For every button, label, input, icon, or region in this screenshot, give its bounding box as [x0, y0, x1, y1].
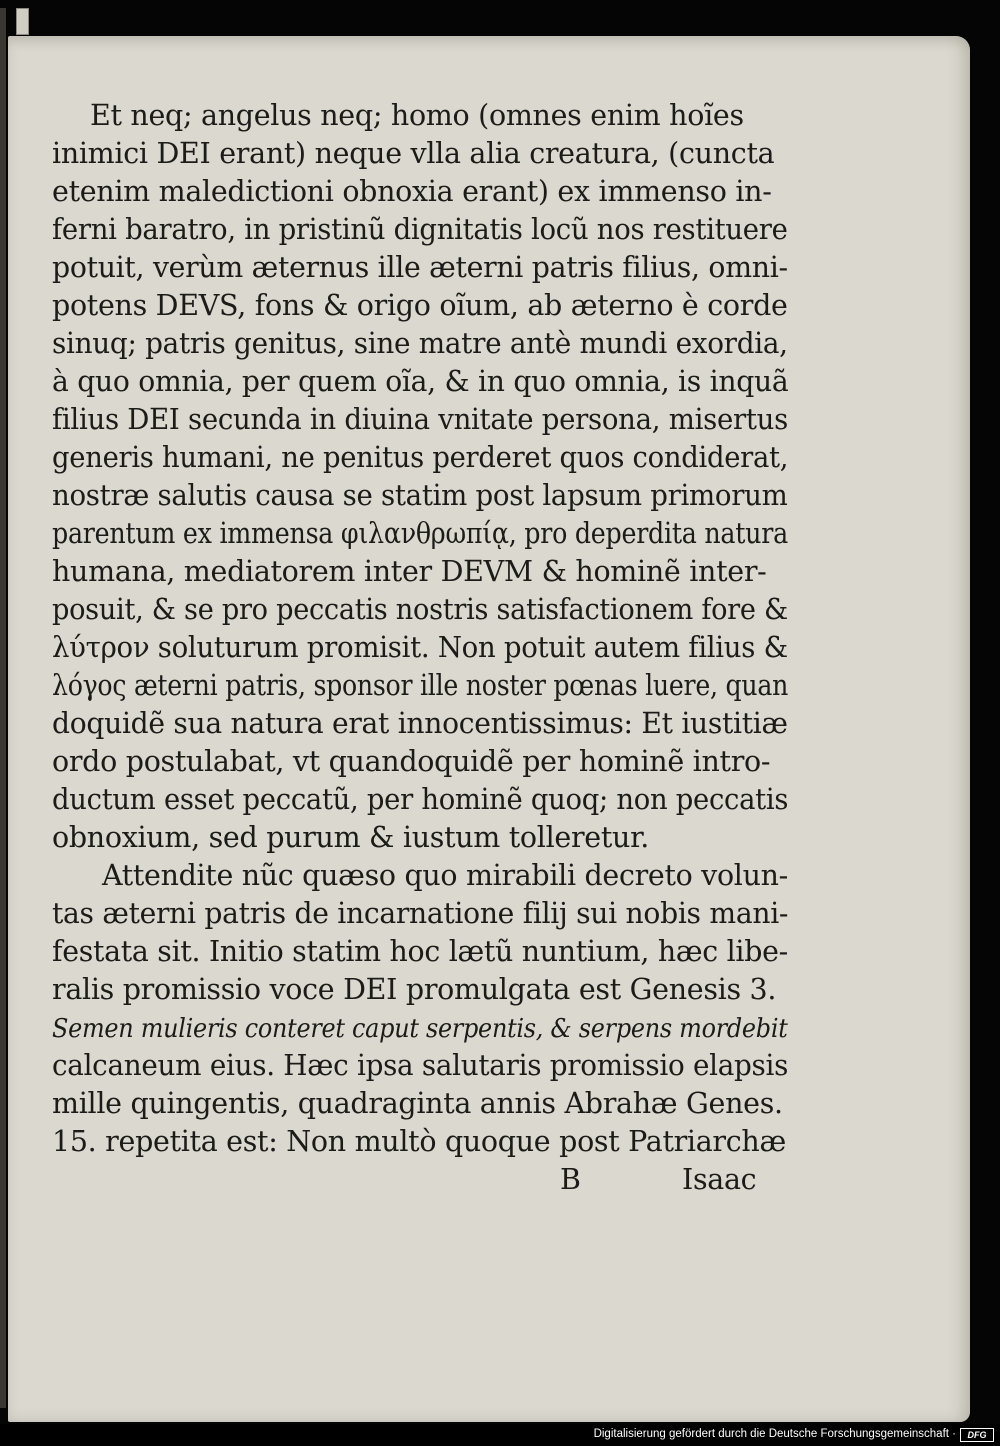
- text-line: Et neq; angelus neq; homo (omnes enim hoĩes: [90, 99, 744, 132]
- text-line: ferni baratro, in pristinũ dignitatis locũ nos restituere: [52, 213, 788, 246]
- book-spine-edge: [0, 8, 6, 1408]
- text-line: humana, mediatorem inter DEVM & hominẽ inter-: [52, 555, 767, 588]
- text-line: nostræ salutis causa se statim post lapsum primorum: [52, 479, 788, 512]
- text-line: tas æterni patris de incarnatione filij sui nobis mani-: [52, 897, 789, 930]
- text-line: generis humani, ne penitus perderet quos condiderat,: [52, 441, 789, 474]
- text-line: festata sit. Initio statim hoc lætũ nuntium, hæc libe-: [52, 935, 788, 968]
- footer-credit: Digitalisierung gefördert durch die Deutsche Forschungsgemeinschaft ·: [593, 1428, 956, 1440]
- page-text: [52, 99, 789, 1252]
- text-line: λόγος æterni patris, sponsor ille noster pœnas luere, quan: [52, 669, 789, 702]
- text-line: Semen mulieris conteret caput serpentis, & serpens mordebit: [52, 1014, 788, 1044]
- text-line: ralis promissio voce DEI promulgata est Genesis 3.: [52, 973, 777, 1006]
- text-line: inimici DEI erant) neque vlla alia creatura, (cuncta: [52, 137, 775, 170]
- text-line: calcaneum eius. Hæc ipsa salutaris promissio elapsis: [52, 1049, 789, 1082]
- text-line: filius DEI secunda in diuina vnitate persona, misertus: [52, 403, 788, 436]
- text-line: à quo omnia, per quem oĩa, & in quo omnia, is inquã: [52, 365, 789, 398]
- text-line: parentum ex immensa φιλανθρωπίᾳ, pro deperdita natura: [52, 517, 788, 550]
- dfg-logo: DFG: [960, 1428, 994, 1442]
- text-line: potens DEVS, fons & origo oĩum, ab æterno è corde: [52, 289, 788, 322]
- text-line: doquidẽ sua natura erat innocentissimus: Et iustitiæ: [52, 707, 788, 740]
- footer-bar: [0, 1424, 1000, 1446]
- book-page: [8, 36, 970, 1422]
- text-line: obnoxium, sed purum & iustum tolleretur.: [52, 821, 650, 854]
- text-line: λύτρον soluturum promisit. Non potuit autem filius &: [52, 631, 788, 664]
- catchword: Isaac: [682, 1163, 757, 1196]
- text-line: ductum esset peccatũ, per hominẽ quoq; non peccatis: [52, 783, 789, 816]
- text-line: mille quingentis, quadraginta annis Abrahæ Genes.: [52, 1087, 783, 1120]
- text-line: 15. repetita est: Non multò quoque post Patriarchæ: [52, 1125, 786, 1158]
- text-line: ordo postulabat, vt quandoquidẽ per hominẽ intro-: [52, 745, 771, 778]
- text-line: etenim maledictioni obnoxia erant) ex immenso in-: [52, 175, 772, 208]
- paper-tab-marker: [16, 8, 29, 35]
- text-line: sinuq; patris genitus, sine matre antè mundi exordia,: [52, 327, 788, 360]
- text-line: posuit, & se pro peccatis nostris satisfactionem fore &: [52, 593, 788, 626]
- text-line: Attendite nũc quæso quo mirabili decreto volun-: [102, 859, 788, 892]
- text-line: potuit, verùm æternus ille æterni patris filius, omni-: [52, 251, 788, 284]
- signature-mark: B: [560, 1163, 581, 1196]
